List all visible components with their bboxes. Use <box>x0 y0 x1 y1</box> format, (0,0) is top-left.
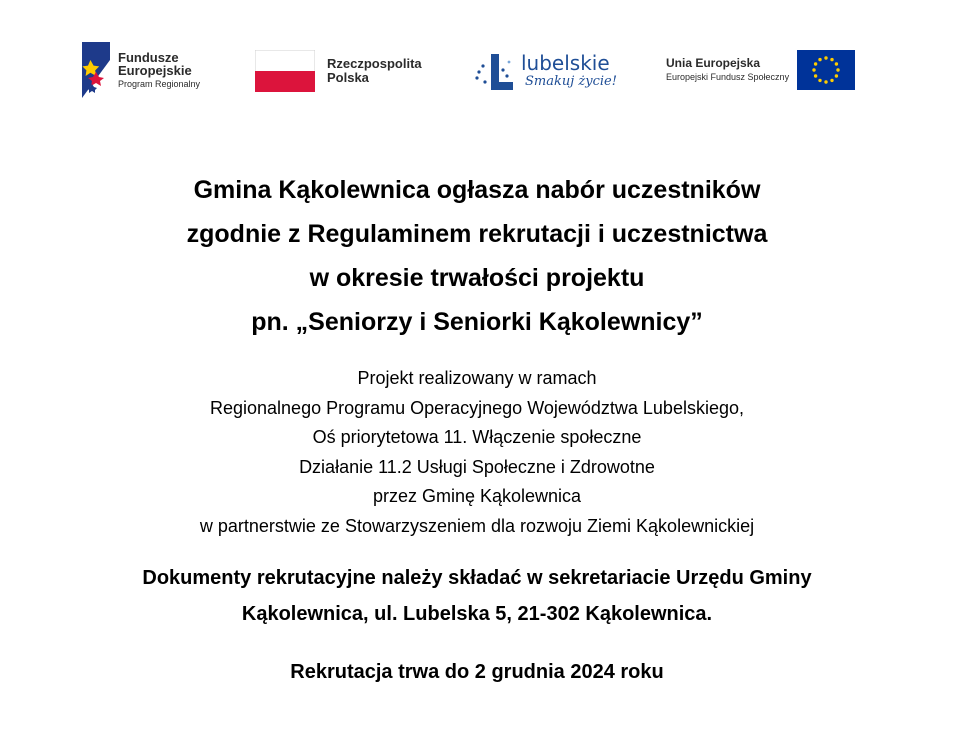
rzeczpospolita-polska-logo <box>255 50 422 92</box>
polish-flag-icon <box>255 50 315 92</box>
lubelskie-emblem-icon <box>473 48 517 94</box>
program-line: Działanie 11.2 Usługi Społeczne i Zdrowotne <box>299 456 655 477</box>
fundusze-line2: Europejskie <box>118 63 192 79</box>
lubelskie-slogan: Smakuj życie! <box>525 74 617 89</box>
program-line: w partnerstwie ze Stowarzyszeniem dla rozwoju Ziemi Kąkolewnickiej <box>199 515 755 536</box>
unia-europejska-logo <box>666 50 855 90</box>
unia-line1: Unia Europejska <box>666 56 761 71</box>
fundusze-line3: Program Regionalny <box>118 78 201 89</box>
headline-line: pn. „Seniorzy i Seniorki Kąkolewnicy” <box>251 308 703 336</box>
fundusze-europejskie-emblem-icon <box>82 42 110 98</box>
rzeczpospolita-line1: Rzeczpospolita <box>327 56 422 72</box>
lubelskie-logo <box>473 48 617 94</box>
program-line: Regionalnego Programu Operacyjnego Województwa Lubelskiego, <box>210 397 744 418</box>
headline-line: zgodnie z Regulaminem rekrutacji i uczestnictwa <box>186 220 768 248</box>
unia-line2: Europejski Fundusz Społeczny <box>666 72 790 83</box>
program-info <box>0 364 954 541</box>
documents-line: Dokumenty rekrutacyjne należy składać w sekretariacie Urzędu Gminy <box>142 567 812 589</box>
rzeczpospolita-line2: Polska <box>327 70 369 85</box>
recruitment-deadline: Rekrutacja trwa do 2 grudnia 2024 roku <box>290 661 664 683</box>
fundusze-line1: Fundusze <box>118 49 179 65</box>
eu-flag-icon <box>797 50 855 90</box>
lubelskie-word: lubelskie <box>521 51 610 75</box>
documents-info <box>0 560 954 632</box>
headline-line: Gmina Kąkolewnica ogłasza nabór uczestników <box>193 176 761 204</box>
headline <box>0 168 954 344</box>
program-line: Projekt realizowany w ramach <box>357 368 597 388</box>
announcement <box>0 150 954 690</box>
headline-line: w okresie trwałości projektu <box>309 264 645 292</box>
program-line: przez Gminę Kąkolewnica <box>372 486 582 506</box>
logo-bar <box>0 0 954 130</box>
fundusze-europejskie-logo <box>82 42 200 98</box>
documents-line: Kąkolewnica, ul. Lubelska 5, 21-302 Kąkolewnica. <box>241 603 713 625</box>
program-line: Oś priorytetowa 11. Włączenie społeczne <box>312 427 642 447</box>
